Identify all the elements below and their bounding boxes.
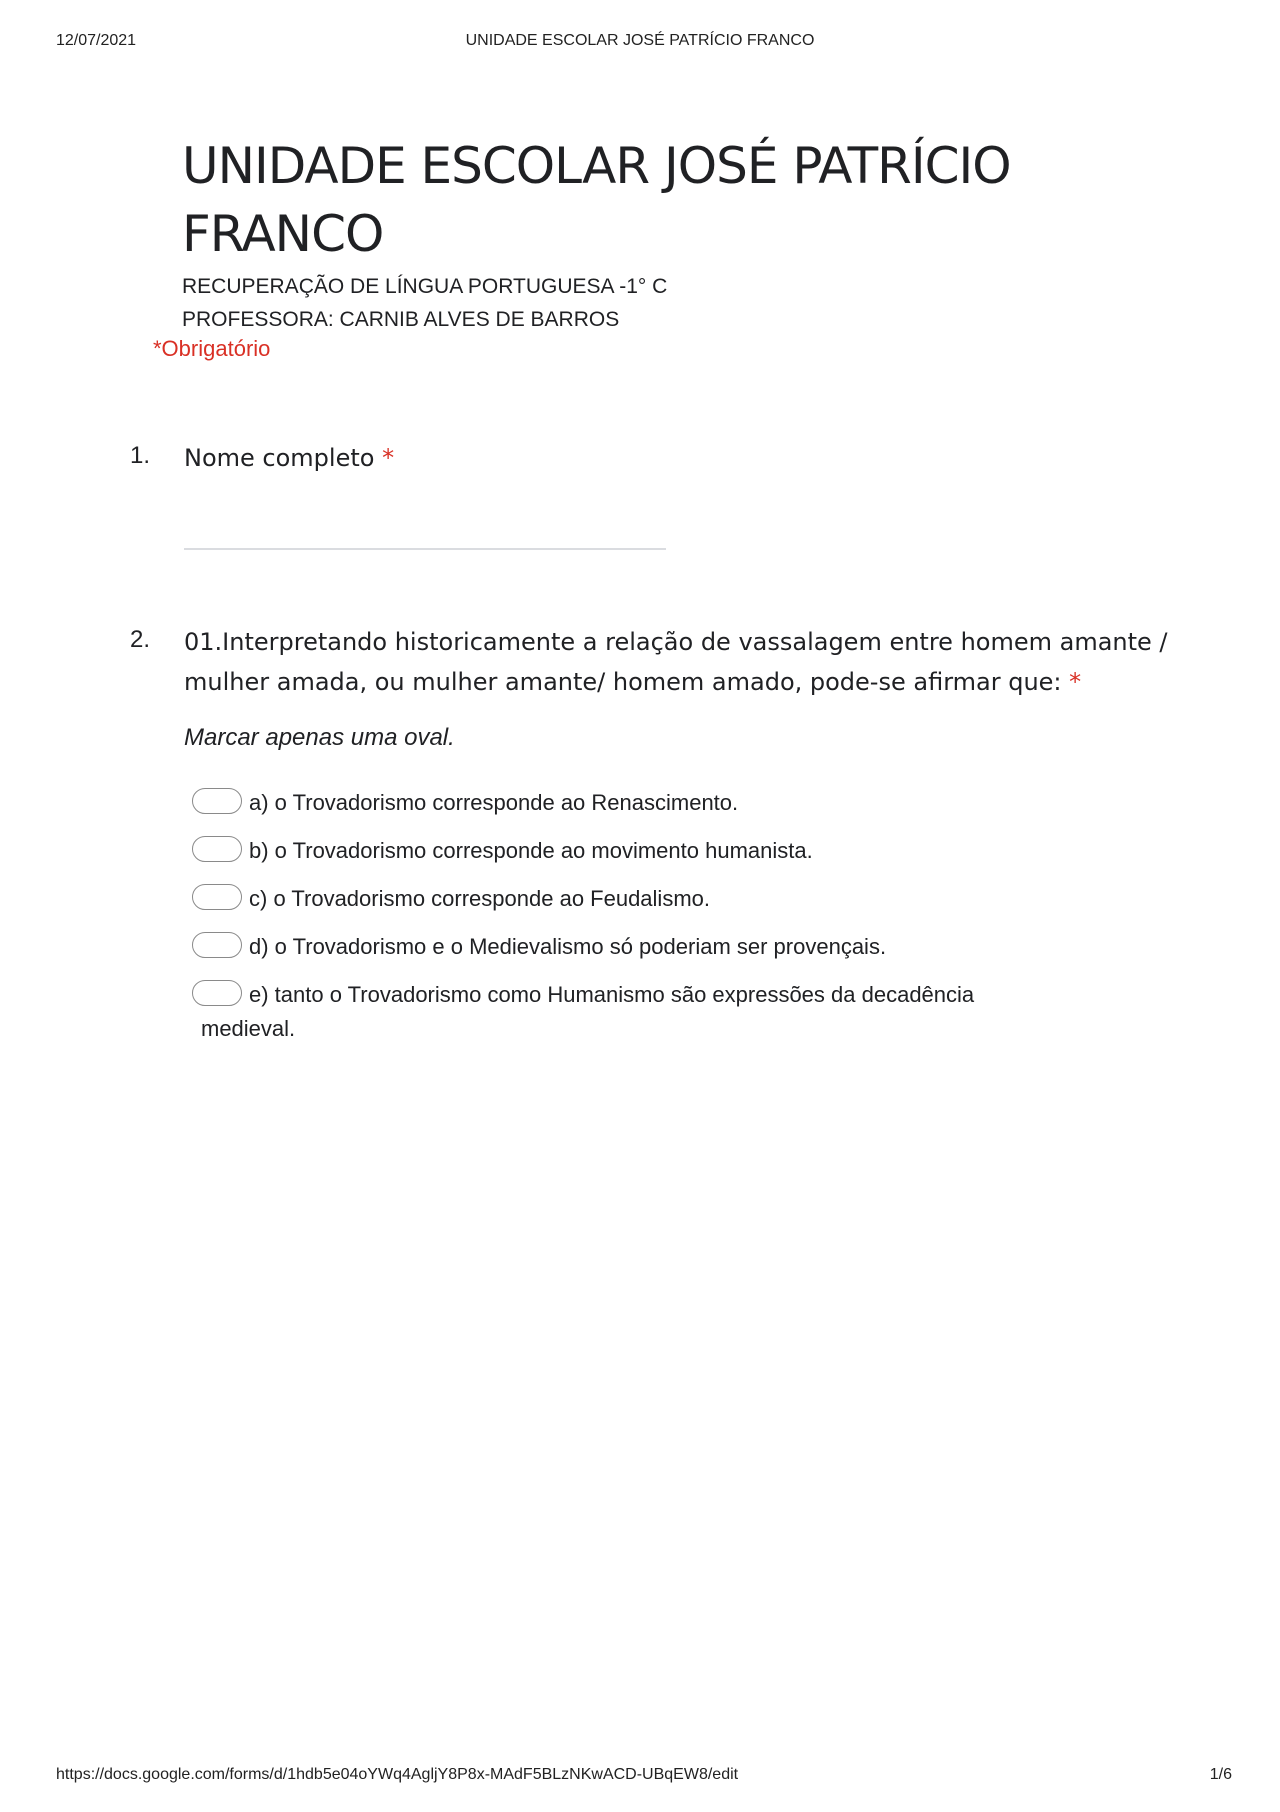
option-d[interactable] (192, 930, 1092, 964)
question-1-title (184, 438, 1184, 478)
option-b-oval[interactable] (192, 836, 242, 862)
form-description-line-2: PROFESSORA: CARNIB ALVES DE BARROS (182, 308, 620, 331)
option-c[interactable] (192, 882, 1092, 916)
option-d-oval[interactable] (192, 932, 242, 958)
option-a-label: a) o Trovadorismo corresponde ao Renascimento. (249, 790, 739, 815)
print-footer-page-number: 1/6 (1209, 1766, 1232, 1783)
question-1-title-text: Nome completo (184, 444, 375, 472)
option-b[interactable] (192, 834, 1092, 868)
option-e-label-continued: medieval. (201, 1016, 296, 1041)
question-2-instruction: Marcar apenas uma oval. (184, 724, 455, 751)
option-a[interactable] (192, 786, 1092, 820)
print-header-title: UNIDADE ESCOLAR JOSÉ PATRÍCIO FRANCO (465, 32, 815, 49)
question-2-title (184, 622, 1184, 702)
option-a-oval[interactable] (192, 788, 242, 814)
option-e-oval[interactable] (192, 980, 242, 1006)
option-e-label: e) tanto o Trovadorismo como Humanismo são expressões da decadência (249, 982, 975, 1007)
question-2-options (192, 786, 1092, 1060)
question-1-required-star: * (382, 444, 395, 472)
question-1-number: 1. (130, 442, 151, 469)
option-e[interactable] (192, 978, 1092, 1046)
print-footer-url: https://docs.google.com/forms/d/1hdb5e04oYWq4AgljY8P8x-MAdF5BLzNKwACD-UBqEW8/edit (56, 1766, 739, 1783)
question-2-required-star: * (1069, 668, 1082, 696)
question-2-title-text: 01.Interpretando historicamente a relação de vassalagem entre homem amante / mulher amada, ou mulher amante/ homem amado, pode-se afirmar que: (184, 628, 1168, 696)
option-c-label: c) o Trovadorismo corresponde ao Feudalismo. (249, 886, 710, 911)
print-header-date: 12/07/2021 (56, 32, 137, 49)
question-2-number: 2. (130, 626, 151, 653)
option-c-oval[interactable] (192, 884, 242, 910)
question-1-answer-line[interactable] (184, 548, 666, 550)
required-note: *Obrigatório (153, 336, 271, 361)
form-description (182, 270, 667, 336)
form-description-line-1: RECUPERAÇÃO DE LÍNGUA PORTUGUESA -1° C (182, 275, 668, 298)
form-title: UNIDADE ESCOLAR JOSÉ PATRÍCIO FRANCO (182, 137, 1011, 263)
option-d-label: d) o Trovadorismo e o Medievalismo só poderiam ser provençais. (249, 934, 887, 959)
option-b-label: b) o Trovadorismo corresponde ao movimento humanista. (249, 838, 813, 863)
